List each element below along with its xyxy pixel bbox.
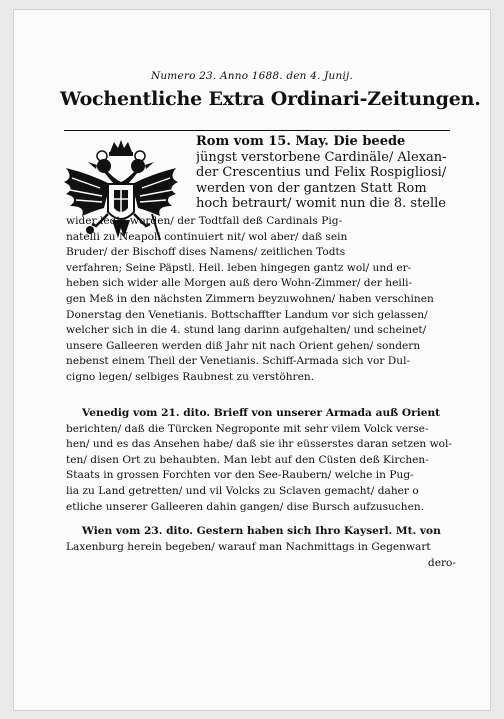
catchword: dero- <box>427 557 456 569</box>
text-line: hoch betraurt/ womit nun die 8. stelle <box>196 196 446 212</box>
text-line: wider ledig worden/ der Todtfall deß Cardinals Pig- <box>66 215 343 227</box>
text-line: jüngst verstorbene Cardinäle/ Alexan- <box>196 149 447 165</box>
text-line: hen/ und es das Ansehen habe/ daß sie ihr eüsserstes daran setzen wol- <box>66 438 453 451</box>
vienna-report <box>66 524 456 555</box>
text-line: cigno legen/ selbiges Raubnest zu verstöhren. <box>66 370 315 383</box>
text-line: Rom vom 15. May. Die beede <box>196 134 406 149</box>
text-line: berichten/ daß die Türcken Negroponte mit sehr vilem Volck verse- <box>66 422 429 435</box>
rome-body <box>66 214 456 386</box>
text-line: Donerstag den Venetianis. Bottschaffter Landum vor sich gelassen/ <box>66 308 428 321</box>
text-line: Bruder/ der Bischoff dises Namens/ zeitlichen Todts <box>66 246 346 259</box>
text-line: unsere Galleeren werden diß Jahr nit nach Orient gehen/ sondern <box>66 339 421 352</box>
text-line: Staats in grossen Forchten vor den See-Raubern/ welche in Pug- <box>66 469 414 482</box>
masthead-title: Wochentliche Extra Ordinari-Zeitungen. <box>60 88 481 110</box>
text-line: heben sich wider alle Morgen auß dero Wohn-Zimmer/ der heili- <box>66 277 413 290</box>
text-line: etliche unserer Galleeren dahin gangen/ dise Bursch aufzusuchen. <box>66 500 425 513</box>
text-line: ten/ disen Ort zu behaubten. Man lebt auf den Cüsten deß Kirchen- <box>66 453 429 466</box>
newspaper-page <box>14 10 490 710</box>
text-line: der Crescentius und Felix Rospigliosi/ <box>196 165 447 181</box>
issue-line: Numero 23. Anno 1688. den 4. Junij. <box>150 70 354 82</box>
text-line: gen Meß in den nächsten Zimmern beyzuwohnen/ haben verschinen <box>66 292 434 305</box>
text-line: Venedig vom 21. dito. Brieff von unserer Armada auß Orient <box>82 407 441 419</box>
text-line: welcher sich in die 4. stund lang darinn aufgehalten/ und scheinet/ <box>66 324 427 337</box>
text-line: verfahren; Seine Päpstl. Heil. leben hingegen gantz wol/ und er- <box>66 261 412 274</box>
venice-report <box>66 406 456 515</box>
masthead-rule <box>64 130 450 131</box>
text-line: natelli zu Neapoli continuiert nit/ wol aber/ daß sein <box>66 230 348 243</box>
text-line: Laxenburg herein begeben/ warauf man Nachmittags in Gegenwart <box>66 540 431 553</box>
text-line: werden von der gantzen Statt Rom <box>196 180 427 196</box>
text-line: Wien vom 23. dito. Gestern haben sich Ihro Kayserl. Mt. von <box>82 525 441 537</box>
text-line: lia zu Land getretten/ und vil Volcks zu Sclaven gemacht/ daher o <box>66 484 419 497</box>
text-line: nebenst einem Theil der Venetianis. Schiff-Armada sich vor Dul- <box>66 355 411 368</box>
rome-lead <box>196 134 456 212</box>
